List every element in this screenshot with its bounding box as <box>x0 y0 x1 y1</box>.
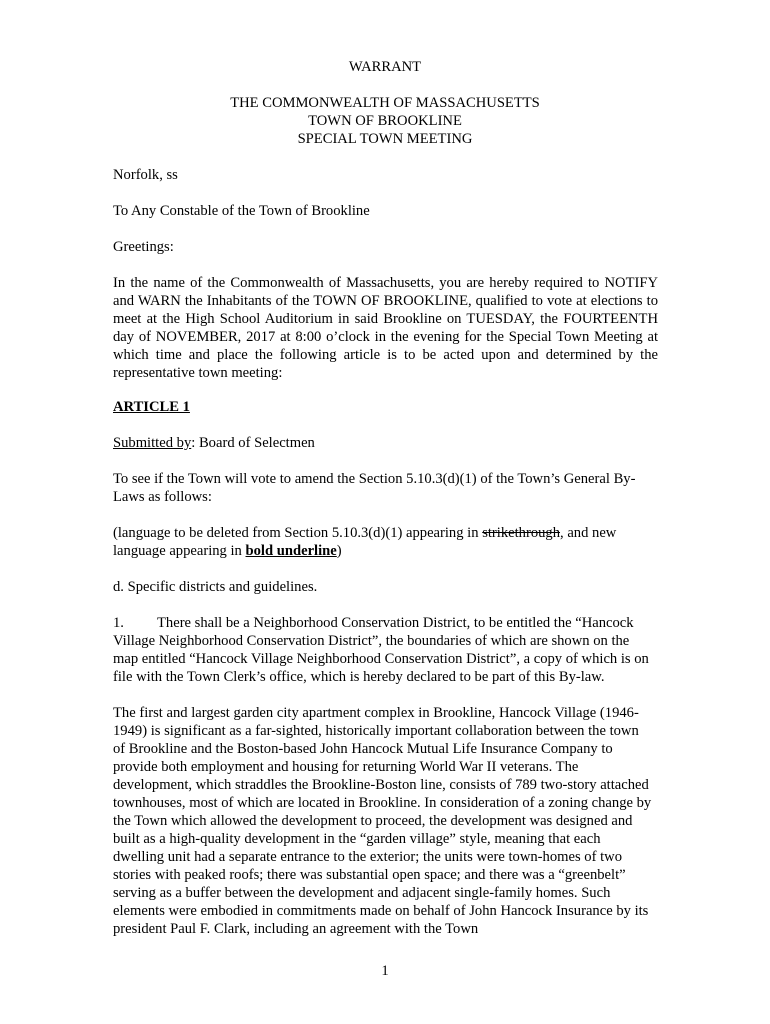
legend-post-text: ) <box>336 543 342 559</box>
commonwealth-heading: THE COMMONWEALTH OF MASSACHUSETTS <box>230 95 540 111</box>
item-1-paragraph <box>113 614 653 686</box>
item-number: 1. <box>113 615 124 631</box>
history-paragraph: The first and largest garden city apartment complex in Brookline, Hancock Village (1946-1949) is significant as a far-sighted, historically important collaboration between the town of Brookline and the Boston-based John Hancock Mutual Life Insurance Company to provide both employment and housing for returning World War II veterans. The development, which straddles the Brookline-Boston line, consists of 789 two-story attached townhouses, most of which are located in Brookline. In consideration of a zoning change by the Town which allowed the development to proceed, the development was designed and built as a high-quality development in the “garden village” style, meaning that each dwelling unit had a separate entrance to the exterior; the units were town-homes of two stories with peaked roofs; there was substantial open space; and there was a “greenbelt” serving as a buffer between the development and adjacent single-family homes. Such elements were embodied in commitments made on behalf of John Hancock Insurance by its president Paul F. Clark, including an agreement with the Town <box>113 705 652 937</box>
legend-paragraph <box>113 524 638 560</box>
warrant-title: WARRANT <box>348 59 422 75</box>
item-1-text: There shall be a Neighborhood Conservation District, to be entitled the “Hancock Village Neighborhood Conservation District”, the boundaries of which are shown on the map entitled “Hancock Village Neighborhood Conservation District”, a copy of which is on file with the Town Clerk’s office, which is hereby declared to be part of this By-law. <box>113 615 649 685</box>
strikethrough-sample: strikethrough <box>482 525 561 541</box>
addressee-line: To Any Constable of the Town of Brookline <box>113 203 370 219</box>
intro-paragraph: In the name of the Commonwealth of Massachusetts, you are hereby required to NOTIFY and WARN the Inhabitants of the TOWN OF BROOKLINE, qualified to vote at elections to meet at the High School Auditorium in said Brookline on TUESDAY, the FOURTEENTH day of NOVEMBER, 2017 at 8:00 o’clock in the evening for the Special Town Meeting at which time and place the following article is to be acted upon and determined by the representative town meeting: <box>113 275 658 381</box>
article-heading: ARTICLE 1 <box>113 399 190 415</box>
town-heading: TOWN OF BROOKLINE <box>308 113 462 129</box>
submitted-by-value: : Board of Selectmen <box>191 435 315 451</box>
vote-paragraph: To see if the Town will vote to amend the Section 5.10.3(d)(1) of the Town’s General By-Laws as follows: <box>113 471 636 505</box>
submitted-by-label: Submitted by <box>113 435 192 451</box>
subsection-heading: d. Specific districts and guidelines. <box>113 579 318 595</box>
page-number: 1 <box>381 963 389 979</box>
legend-pre-text: (language to be deleted from Section 5.10.3(d)(1) appearing in <box>113 525 483 541</box>
legend-mid-text: , and new language appearing in <box>113 525 617 559</box>
submitted-by-line <box>113 434 658 452</box>
meeting-heading: SPECIAL TOWN MEETING <box>297 131 473 147</box>
venue-line: Norfolk, ss <box>113 167 178 183</box>
greeting-line: Greetings: <box>113 239 174 255</box>
bold-underline-sample: bold underline <box>245 543 337 559</box>
